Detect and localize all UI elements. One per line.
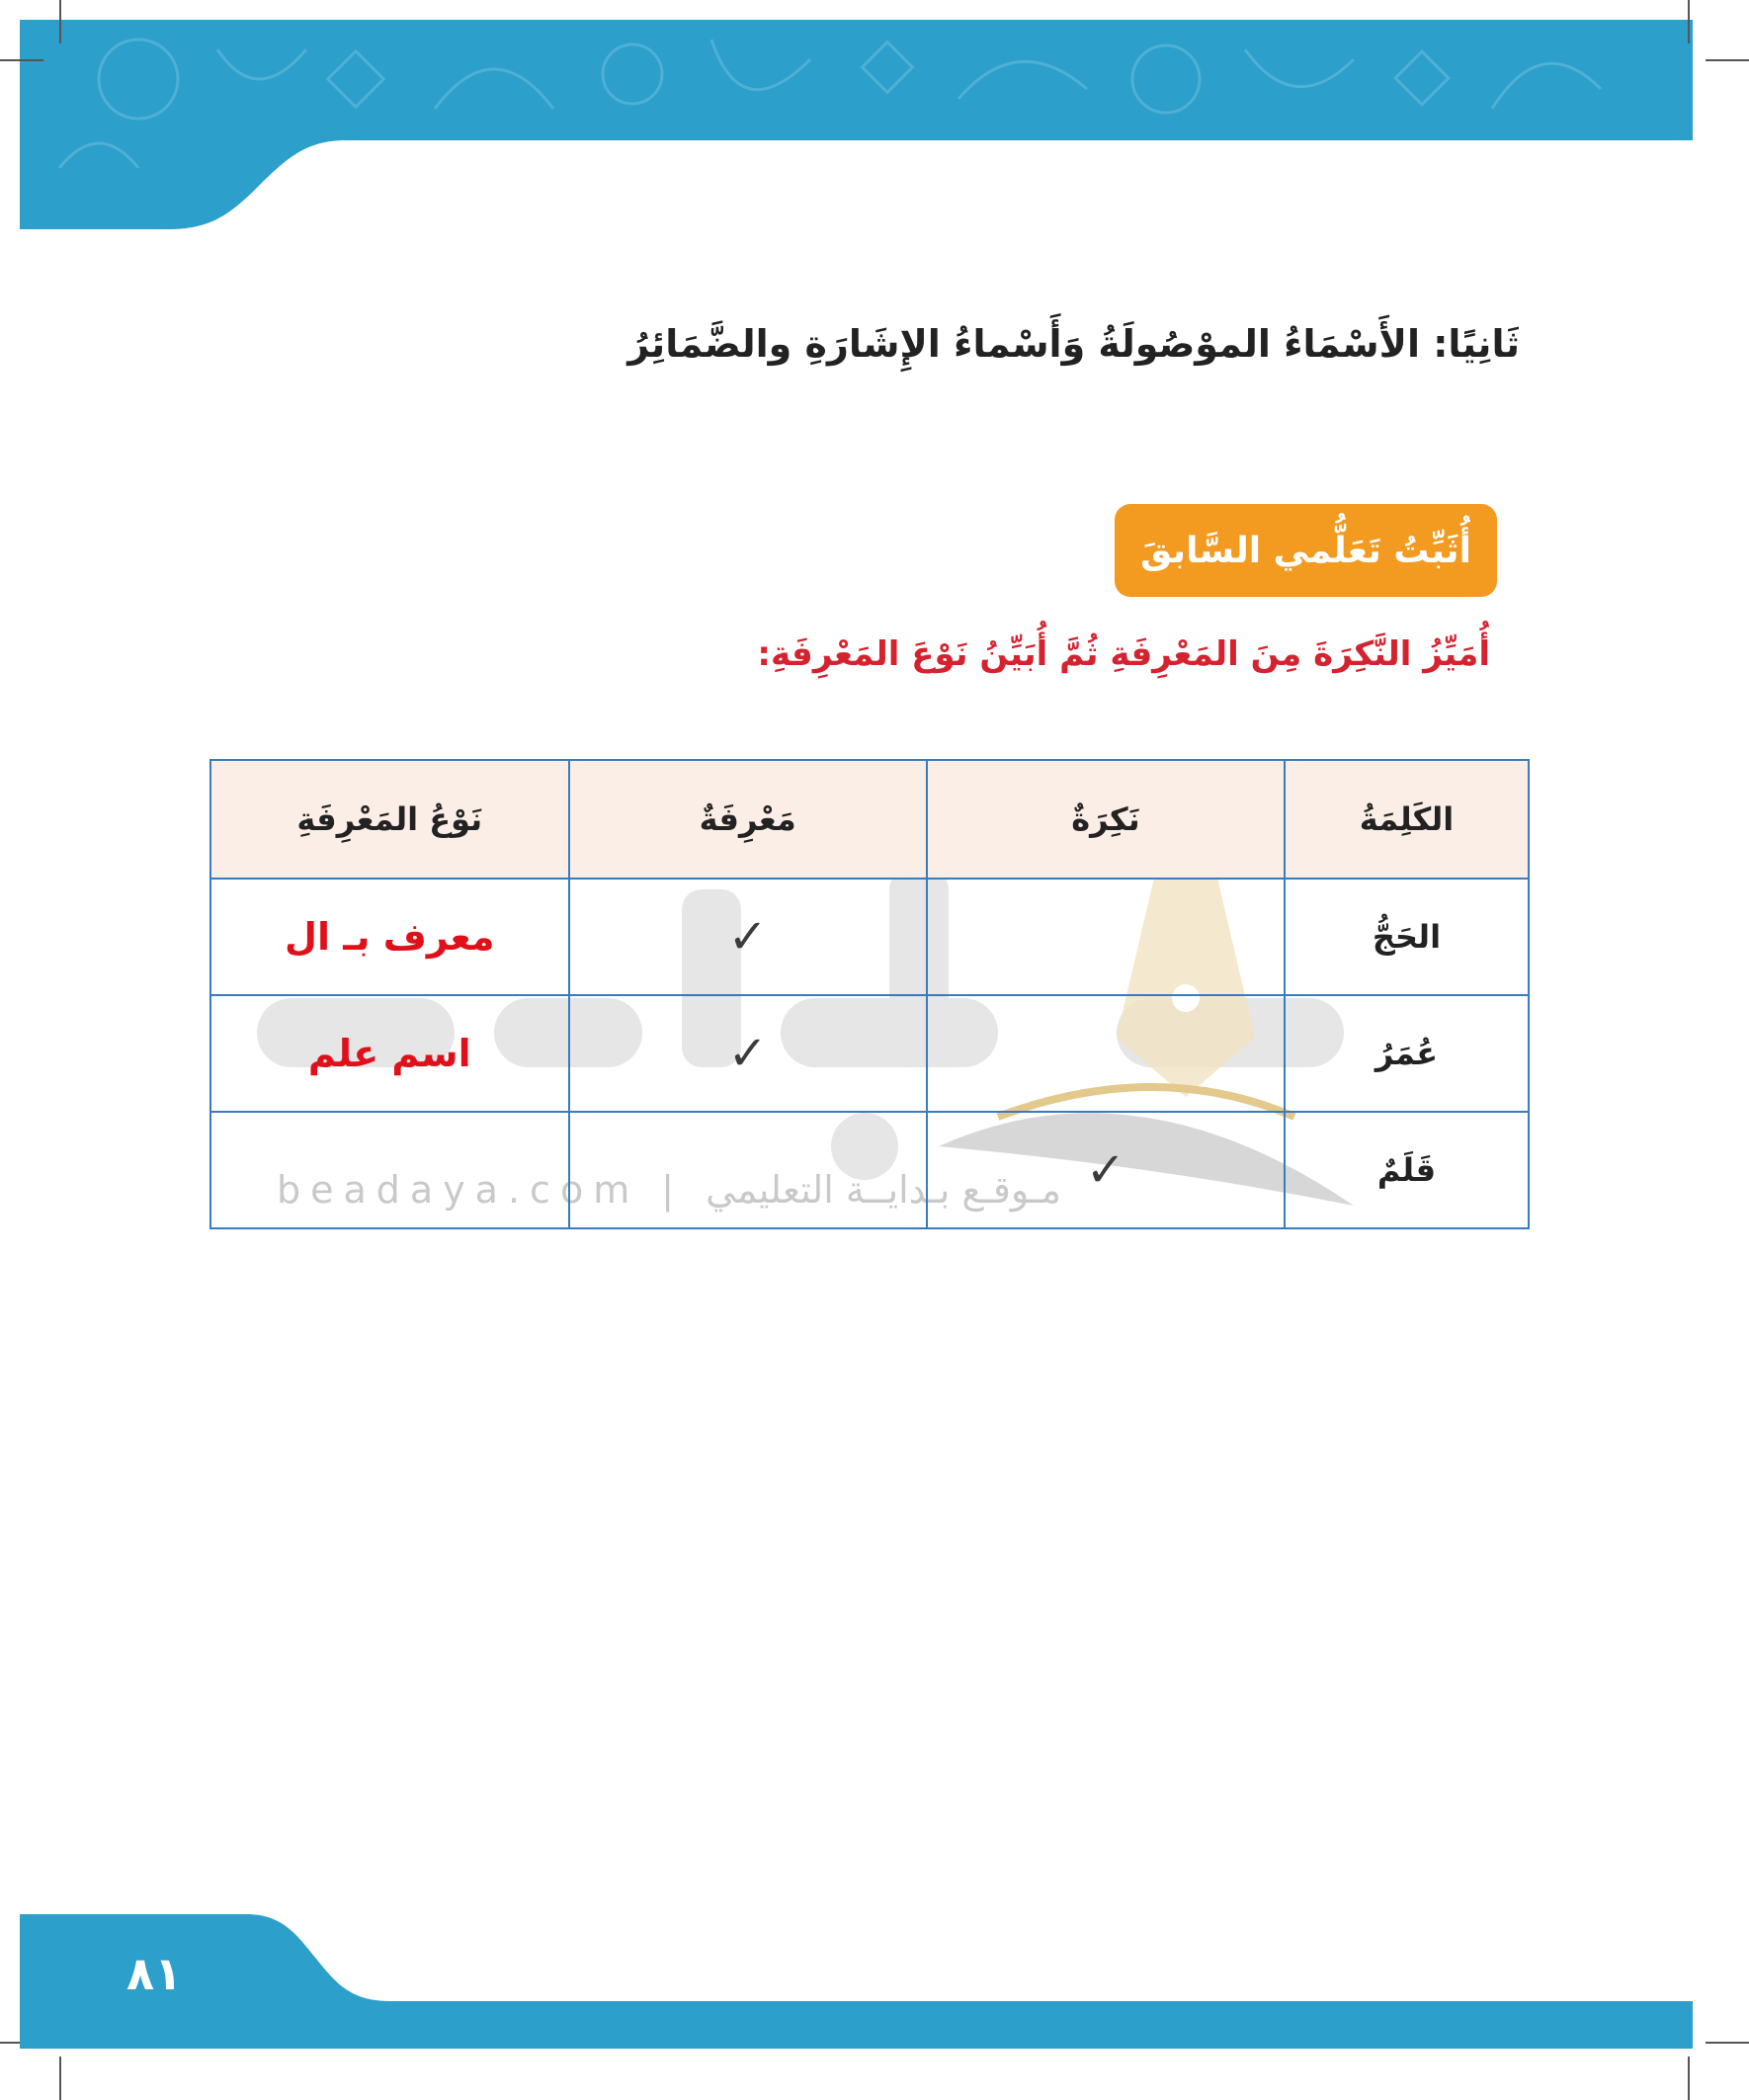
crop-mark	[59, 0, 61, 43]
exercise-instruction: أُمَيِّزُ النَّكِرَةَ مِنَ المَعْرِفَةِ ثُمَّ أُبَيِّنُ نَوْعَ المَعْرِفَةِ:	[757, 634, 1490, 674]
check-icon: ✓	[727, 1026, 768, 1081]
table-row	[210, 1112, 1529, 1228]
type-cell[interactable]	[210, 879, 569, 995]
marifa-cell[interactable]	[569, 879, 927, 995]
header-word: الكَلِمَةُ	[1285, 760, 1529, 879]
type-cell[interactable]	[210, 1112, 569, 1228]
marifa-cell[interactable]	[569, 1112, 927, 1228]
crop-mark	[1706, 2042, 1749, 2044]
word-cell: قَلَمٌ	[1285, 1112, 1529, 1228]
header-marifa: مَعْرِفَةٌ	[569, 760, 927, 879]
word-cell: عُمَرُ	[1285, 995, 1529, 1112]
review-badge-label: أُثَبِّتُ تَعَلُّمي السَّابقَ	[1140, 530, 1471, 571]
header-decorative-band	[20, 20, 1693, 229]
crop-mark	[1688, 0, 1690, 43]
nakira-cell[interactable]	[927, 1112, 1285, 1228]
header-nakira: نَكِرَةٌ	[927, 760, 1285, 879]
answer-text: اسم علم	[307, 1032, 471, 1075]
section-title: ثَانِيًا: الأَسْمَاءُ الموْصُولَةُ وَأَسْماءُ الإِشَارَةِ والضَّمَائِرُ	[627, 322, 1520, 366]
marifa-cell[interactable]	[569, 995, 927, 1112]
answer-text: معرف بـ ال	[285, 915, 495, 959]
check-icon: ✓	[1085, 1142, 1125, 1198]
header-marifa-type: نَوْعُ المَعْرِفَةِ	[210, 760, 569, 879]
footer-decorative-band	[20, 1914, 1693, 2080]
watermark-text: beadaya.com | مـوقـع بـدايــة التعليمي	[277, 1168, 1062, 1212]
classification-table	[209, 759, 1530, 1229]
table-row	[210, 879, 1529, 995]
check-icon: ✓	[727, 909, 768, 965]
nakira-cell[interactable]	[927, 995, 1285, 1112]
table-row	[210, 995, 1529, 1112]
nakira-cell[interactable]	[927, 879, 1285, 995]
crop-mark	[0, 59, 43, 61]
crop-mark	[1706, 59, 1749, 61]
type-cell[interactable]	[210, 995, 569, 1112]
review-badge	[1115, 504, 1497, 597]
word-cell: الحَجُّ	[1285, 879, 1529, 995]
table-header-row	[210, 760, 1529, 879]
page-number: ٨١	[126, 1947, 183, 2000]
